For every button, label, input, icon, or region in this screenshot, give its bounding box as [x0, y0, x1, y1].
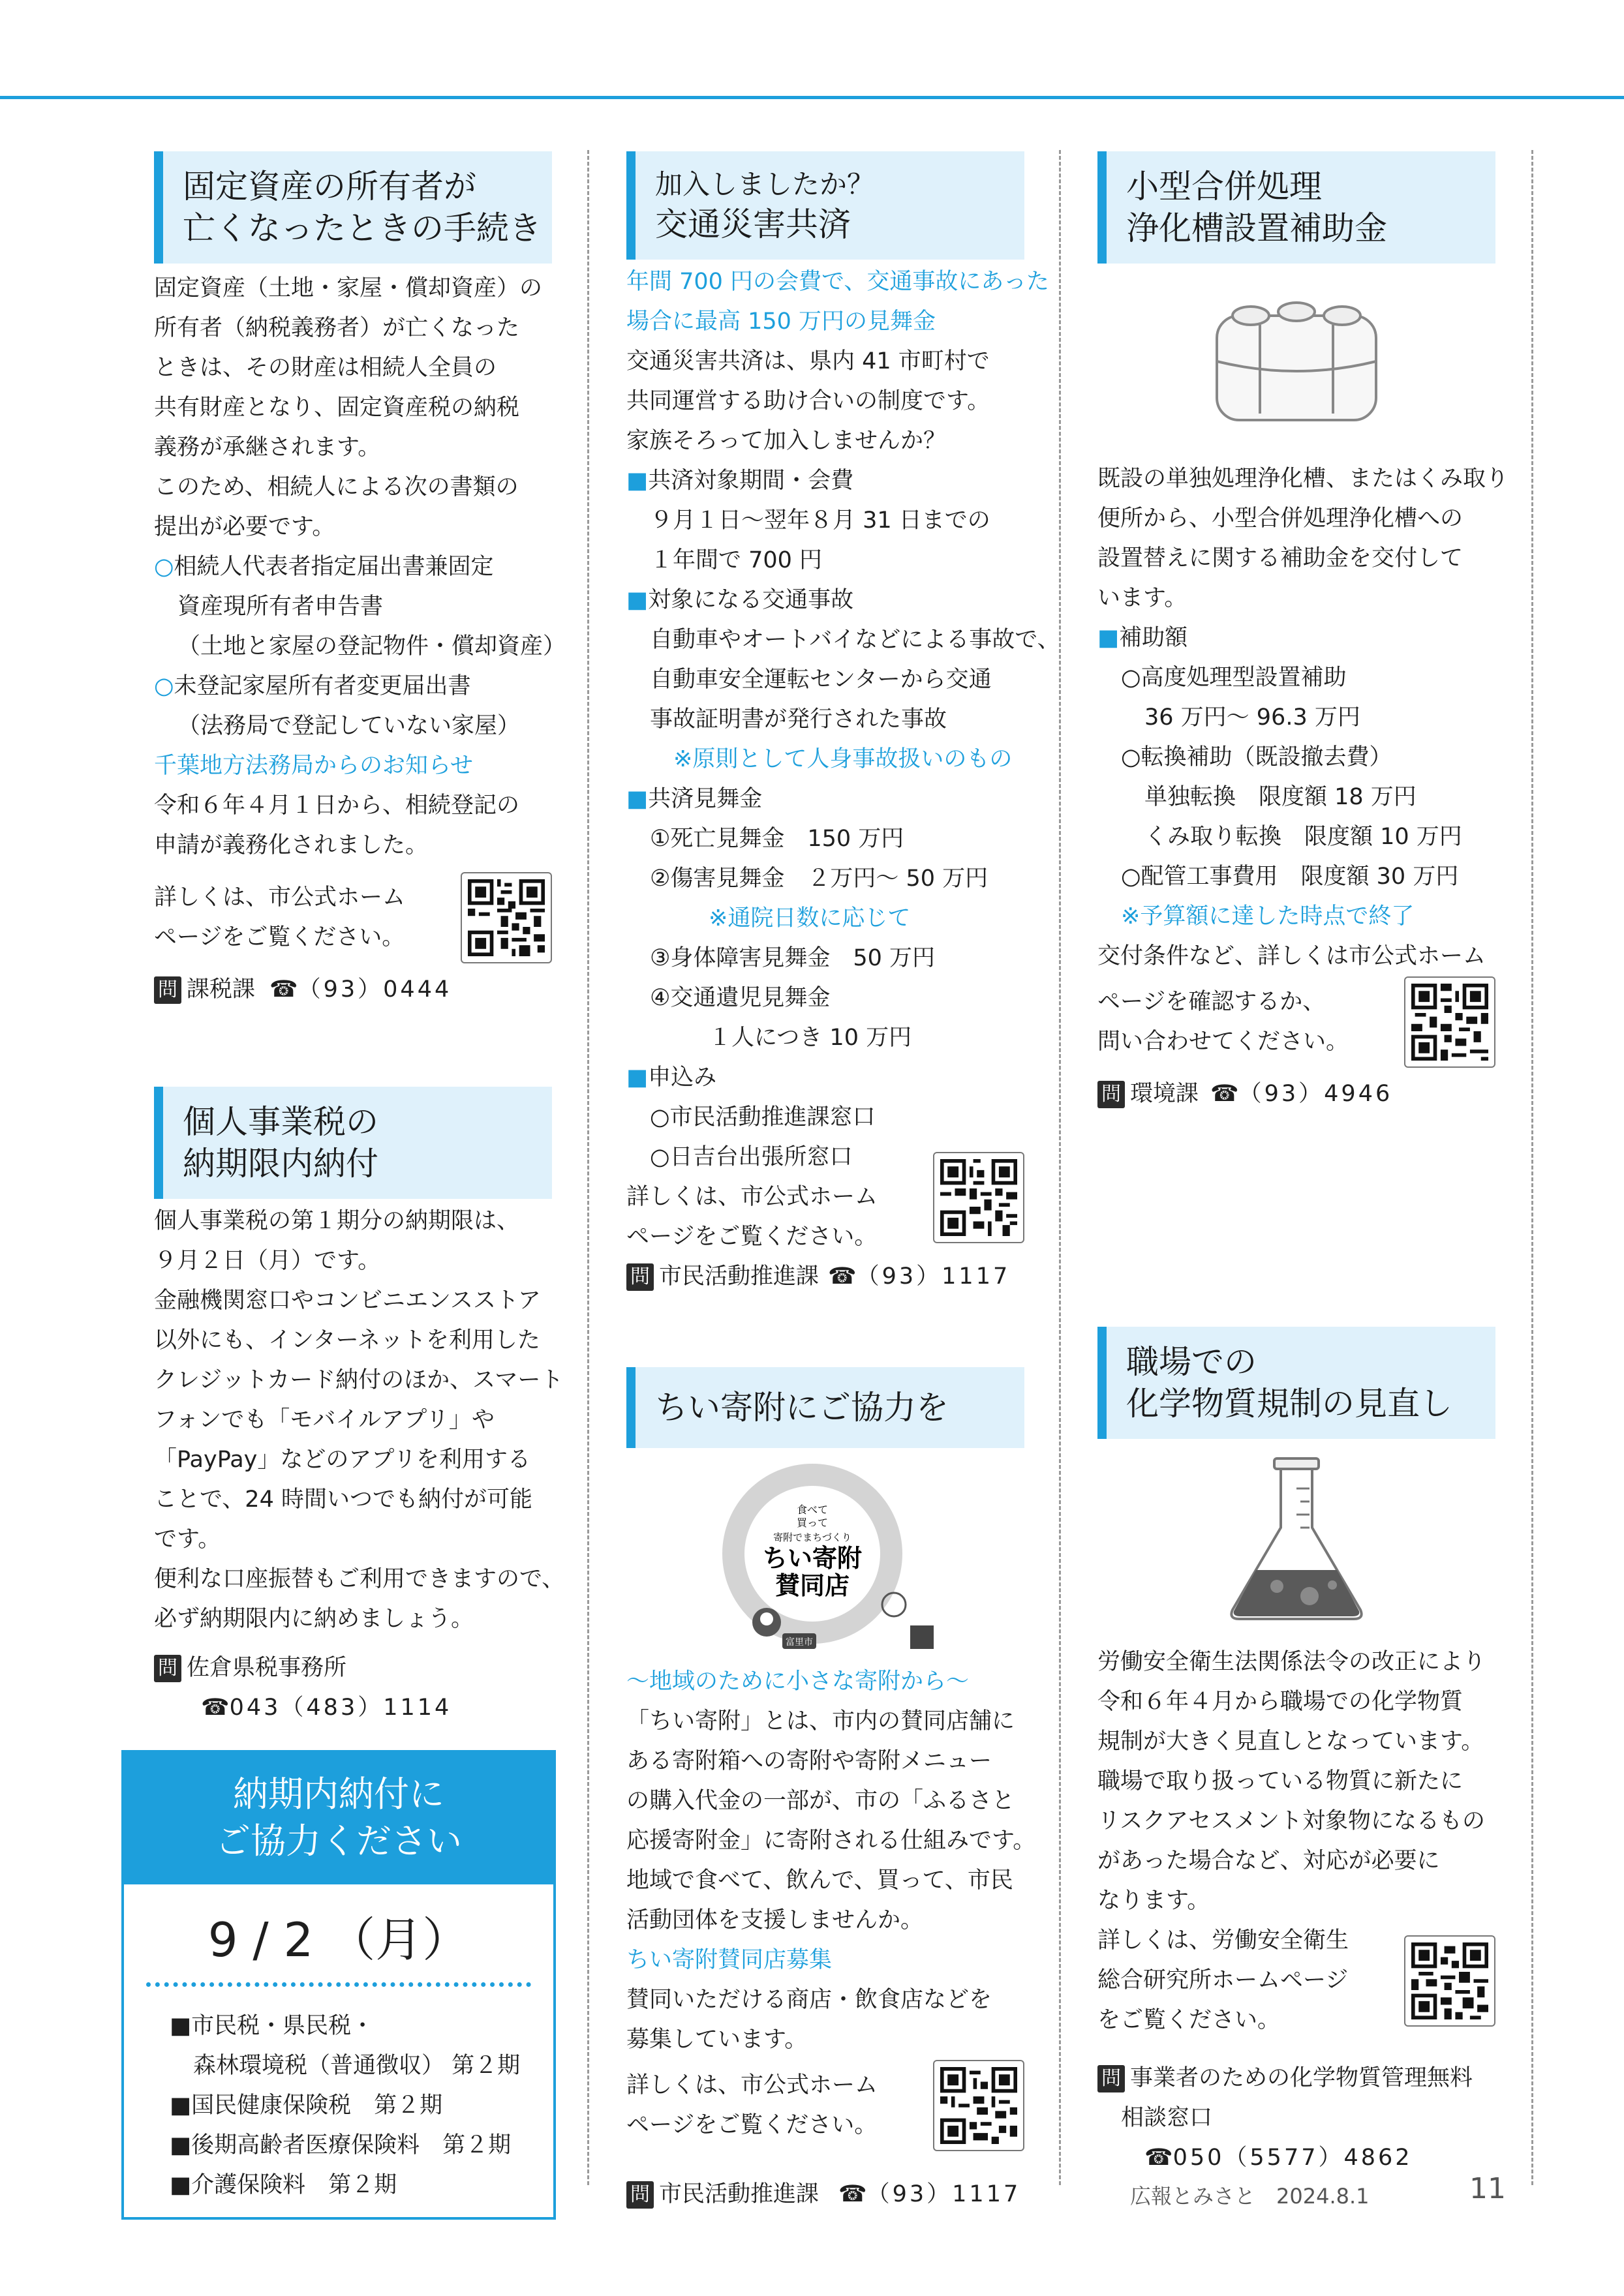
body-text: ある寄附箱への寄附や寄附メニュー	[626, 1748, 992, 1774]
qr-row	[626, 2060, 1024, 2151]
lead-text: 年間 700 円の会費で、交通事故にあった	[626, 269, 1050, 295]
qr-code-icon[interactable]	[1404, 1935, 1495, 2027]
inquiry-icon: 問	[154, 976, 181, 1004]
body-text: ９月２日（月）です。	[154, 1248, 381, 1274]
notice-title: ちい寄附賛同店募集	[626, 1947, 833, 1973]
footer-publication: 広報とみさと 2024.8.1	[1130, 2184, 1370, 2209]
inquiry-icon: 問	[1097, 2065, 1125, 2092]
qr-code-icon[interactable]	[933, 2060, 1024, 2151]
inquiry-line	[154, 970, 552, 1010]
payment-reminder-box	[121, 1750, 556, 2220]
square-bullet: ■	[626, 786, 649, 812]
inquiry-tel: （93）1117	[856, 1263, 1011, 1290]
due-date: 9 / 2 （月）	[207, 1912, 470, 1967]
inquiry-line	[1097, 2059, 1495, 2098]
body-text: 労働安全衛生法関係法令の改正により	[1097, 1649, 1486, 1675]
list-item: ○高度処理型設置補助	[1121, 665, 1347, 691]
phone-icon: ☎	[269, 976, 298, 1003]
inquiry-dept: 課税課	[187, 976, 256, 1003]
qr-text: ページをご覧ください。	[154, 924, 405, 950]
qr-code-icon[interactable]	[1404, 976, 1495, 1068]
body-text: クレジットカード納付のほか、スマート	[154, 1367, 564, 1393]
inquiry-dept: 環境課	[1130, 1081, 1199, 1107]
inquiry-line	[1097, 1074, 1495, 1114]
subheading: ■共済対象期間・会費	[626, 468, 854, 494]
body-text: 令和６年４月１日から、相続登記の	[154, 793, 520, 819]
body-text: 事故証明書が発行された事故	[650, 706, 947, 733]
lead-text: 場合に最高 150 万円の見舞金	[626, 309, 936, 335]
square-bullet: ■	[1097, 625, 1120, 651]
logo-main: 賛同店	[774, 1571, 850, 1600]
body-text: 職場で取り扱っている物質に新たに	[1097, 1768, 1463, 1794]
list-item: ○配管工事費用 限度額 30 万円	[1121, 864, 1459, 890]
body-text: ④交通遺児見舞金	[650, 985, 831, 1011]
subheading: ■共済見舞金	[626, 786, 763, 812]
body-text: 賛同いただける商店・飲食店などを	[626, 1987, 992, 2013]
body-text: 申請が義務化されました。	[154, 832, 429, 858]
body-text: このため、相続人による次の書類の	[154, 474, 519, 500]
section-header-business-tax	[154, 1087, 552, 1199]
body-text: ときは、その財産は相続人全員の	[154, 355, 497, 381]
inquiry-tel: （93）4946	[1238, 1081, 1393, 1107]
column-divider	[1531, 150, 1533, 2185]
logo-text: 食べて	[796, 1503, 829, 1516]
list-item-cont: くみ取り転換 限度額 10 万円	[1144, 824, 1462, 850]
body-text: リスクアセスメント対象物になるもの	[1097, 1808, 1485, 1834]
inquiry-dept: 市民活動推進課	[659, 2181, 820, 2207]
top-rule	[0, 96, 1624, 99]
body-text: います。	[1097, 585, 1187, 611]
body-text: ○日吉台出張所窓口	[650, 1144, 853, 1170]
inquiry-tel: 043（483）1114	[229, 1695, 452, 1721]
body-text: です。	[154, 1526, 221, 1552]
logo-text: 買って	[796, 1517, 829, 1529]
qr-text: ページを確認するか、	[1097, 989, 1326, 1015]
dotted-divider	[146, 1982, 531, 1987]
column-2	[626, 151, 1060, 2214]
inquiry-tel: （93）1117	[866, 2181, 1021, 2207]
body-text: １年間で 700 円	[650, 547, 823, 573]
subheading: ■補助額	[1097, 625, 1188, 651]
list-item-cont: 資産現所有者申告書	[177, 594, 384, 620]
qr-code-icon[interactable]	[461, 872, 552, 963]
section-title-line: 亡くなったときの手続き	[183, 209, 542, 247]
column-divider	[1059, 150, 1061, 2185]
lead-text: 〜地域のために小さな寄附から〜	[626, 1669, 970, 1695]
column-divider	[587, 150, 589, 2185]
tax-item-cont: 森林環境税（普通徴収） 第２期	[193, 2053, 521, 2079]
logo-main: ちい寄附	[762, 1544, 863, 1573]
body-text: ③身体障害見舞金 50 万円	[650, 945, 936, 971]
body-text: 義務が承継されます。	[154, 434, 381, 461]
box-title-line: 納期内納付に	[233, 1774, 444, 1815]
body-text: の購入代金の一部が、市の「ふるさと	[626, 1788, 1015, 1814]
qr-code-icon[interactable]	[933, 1152, 1024, 1243]
page-number: 11	[1469, 2172, 1506, 2205]
phone-icon: ☎	[838, 2181, 867, 2207]
inquiry-tel-line	[1097, 2138, 1495, 2178]
qr-text: 詳しくは、労働安全衛生	[1097, 1927, 1349, 1954]
qr-row	[1097, 976, 1495, 1068]
phone-icon: ☎	[828, 1263, 857, 1290]
section-header-chemical	[1097, 1327, 1495, 1439]
body-text: 便所から、小型合併処理浄化槽への	[1097, 506, 1463, 532]
list-item-cont: （土地と家屋の登記物件・償却資産）	[177, 633, 566, 659]
phone-icon: ☎	[1210, 1081, 1239, 1107]
logo-city: 富里市	[786, 1637, 813, 1648]
body-text: があった場合など、対応が必要に	[1097, 1848, 1440, 1874]
section-header-septic	[1097, 151, 1495, 264]
qr-text: 詳しくは、市公式ホーム	[154, 884, 406, 911]
section-title-line: 固定資産の所有者が	[183, 168, 476, 205]
body-text: 自動車やオートバイなどによる事故で、	[650, 627, 1060, 653]
section-header-traffic	[626, 151, 1024, 260]
qr-text: 問い合わせてください。	[1097, 1029, 1349, 1055]
body-text: 共有財産となり、固定資産税の納税	[154, 395, 520, 421]
column-3	[1097, 151, 1509, 2178]
body-text: フォンでも「モバイルアプリ」や	[154, 1407, 495, 1433]
list-item: ○未登記家屋所有者変更届出書	[154, 673, 471, 699]
list-item-cont: 36 万円〜 96.3 万円	[1144, 704, 1360, 731]
body-text: 家族そろって加入しませんか？	[626, 428, 947, 454]
square-bullet: ■	[626, 587, 649, 613]
section-title-line: 個人事業税の	[183, 1103, 378, 1141]
body-text: 「PayPay」などのアプリを利用する	[154, 1447, 530, 1473]
column-1	[154, 151, 566, 1728]
circle-bullet: ○	[154, 673, 174, 699]
circle-bullet: ○	[154, 554, 174, 580]
note-text: ※予算額に達した時点で終了	[1121, 903, 1415, 929]
body-text: 令和６年４月から職場での化学物質	[1097, 1689, 1463, 1715]
qr-text: ページをご覧ください。	[626, 2112, 878, 2138]
tax-item: ■後期高齢者医療保険料 第２期	[170, 2132, 512, 2158]
body-text: 設置替えに関する補助金を交付して	[1097, 545, 1463, 571]
inquiry-line	[154, 1648, 552, 1688]
inquiry-icon: 問	[1097, 1081, 1125, 1108]
body-text: 提出が必要です。	[154, 514, 335, 540]
section-title: 交通災害共済	[655, 205, 851, 243]
inquiry-text: 相談窓口	[1121, 2105, 1213, 2131]
body-text: 便利な口座振替もご利用できますので、	[154, 1566, 565, 1592]
body-text: １人につき 10 万円	[709, 1025, 912, 1051]
subheading: ■申込み	[626, 1065, 717, 1091]
body-text: 交付条件など、詳しくは市公式ホーム	[1097, 943, 1486, 969]
body-text: 自動車安全運転センターから交通	[650, 667, 992, 693]
body-text: 金融機関窓口やコンビニエンスストア	[154, 1288, 541, 1314]
inquiry-dept: 市民活動推進課	[659, 1263, 820, 1290]
body-text: 必ず納期限内に納めましょう。	[154, 1606, 474, 1632]
section-title-line: 化学物質規制の見直し	[1126, 1385, 1452, 1423]
list-item: ○相続人代表者指定届出書兼固定	[154, 554, 494, 580]
body-text: 既設の単独処理浄化槽、またはくみ取り	[1097, 466, 1509, 492]
septic-tank-illustration	[1097, 290, 1495, 433]
inquiry-tel: （93）0444	[298, 976, 452, 1003]
inquiry-tel-line	[154, 1688, 552, 1728]
tax-item: ■国民健康保険税 第２期	[170, 2092, 443, 2119]
inquiry-icon: 問	[626, 2181, 654, 2209]
body-text: 個人事業税の第１期分の納期限は、	[154, 1208, 520, 1234]
qr-text: 詳しくは、市公式ホーム	[626, 1184, 878, 1210]
body-text: なります。	[1097, 1888, 1210, 1914]
body-text: 共同運営する助け合いの制度です。	[626, 388, 990, 414]
section-title-line: 納期限内納付	[183, 1145, 378, 1183]
inquiry-line	[626, 1257, 1024, 1297]
flask-illustration	[1097, 1456, 1495, 1625]
body-text: 活動団体を支援しませんか。	[626, 1907, 924, 1933]
qr-text: をご覧ください。	[1097, 2007, 1281, 2033]
section-header-fixed-asset	[154, 151, 552, 264]
tax-list	[124, 1987, 553, 2205]
body-text: 交通災害共済は、県内 41 市町村で	[626, 348, 990, 374]
qr-text: 総合研究所ホームページ	[1097, 1967, 1349, 1993]
list-item-cont: （法務局で登記していない家屋）	[177, 713, 521, 739]
body-text: ９月１日〜翌年８月 31 日までの	[650, 507, 990, 534]
square-bullet: ■	[626, 1065, 649, 1091]
inquiry-dept: 佐倉県税事務所	[187, 1655, 347, 1681]
phone-icon: ☎	[201, 1695, 230, 1721]
tax-item: ■介護保険料 第２期	[170, 2172, 397, 2198]
list-item-cont: 単独転換 限度額 18 万円	[1144, 784, 1417, 810]
qr-text: 詳しくは、市公式ホーム	[626, 2072, 878, 2098]
inquiry-text: 事業者のための化学物質管理無料	[1130, 2065, 1473, 2091]
box-header	[124, 1753, 553, 1884]
section-subtitle: 加入しましたか？	[655, 168, 875, 200]
section-header-donation	[626, 1367, 1024, 1448]
inquiry-tel: 050（5577）4862	[1172, 2145, 1413, 2171]
body-text: ことで、24 時間いつでも納付が可能	[154, 1487, 532, 1513]
body-text: 「ちい寄附」とは、市内の賛同店舗に	[626, 1708, 1015, 1734]
chiikifu-logo	[626, 1462, 1024, 1652]
body-text: 規制が大きく見直しとなっています。	[1097, 1729, 1484, 1755]
section-title-line: 浄化槽設置補助金	[1126, 209, 1387, 247]
notice-title: 千葉地方法務局からのお知らせ	[154, 753, 473, 779]
body-text: 募集しています。	[626, 2027, 808, 2053]
section-title-line: 職場での	[1126, 1343, 1257, 1381]
body-text: 所有者（納税義務者）が亡くなった	[154, 315, 520, 341]
inquiry-line	[626, 2175, 1024, 2214]
phone-icon: ☎	[1144, 2145, 1173, 2171]
logo-text: 寄附でまちづくり	[773, 1532, 851, 1543]
box-title-line: ご協力ください	[215, 1820, 462, 1862]
square-bullet: ■	[626, 468, 649, 494]
body-text: 固定資産（土地・家屋・償却資産）の	[154, 275, 543, 301]
body-text: 地域で食べて、飲んで、買って、市民	[626, 1867, 1013, 1894]
qr-row	[154, 872, 552, 963]
qr-row	[626, 1138, 1024, 1257]
section-title-line: 小型合併処理	[1126, 168, 1322, 205]
body-text: 応援寄附金」に寄附される仕組みです。	[626, 1828, 1036, 1854]
qr-row	[1097, 1921, 1495, 2040]
list-item: ○転換補助（既設撤去費）	[1121, 744, 1392, 770]
inquiry-icon: 問	[154, 1655, 181, 1682]
inquiry-icon: 問	[626, 1263, 654, 1291]
body-text: ②傷害見舞金 ２万円〜 50 万円	[650, 866, 988, 892]
note-text: ※通院日数に応じて	[709, 905, 911, 931]
note-text: ※原則として人身事故扱いのもの	[673, 746, 1013, 772]
body-text: ○市民活動推進課窓口	[650, 1104, 876, 1130]
subheading: ■対象になる交通事故	[626, 587, 854, 613]
body-text: ①死亡見舞金 150 万円	[650, 826, 904, 852]
body-text: 以外にも、インターネットを利用した	[154, 1327, 540, 1353]
qr-text: ページをご覧ください。	[626, 1224, 878, 1250]
tax-item: ■市民税・県民税・	[170, 2013, 375, 2039]
section-title: ちい寄附にご協力を	[655, 1389, 949, 1427]
